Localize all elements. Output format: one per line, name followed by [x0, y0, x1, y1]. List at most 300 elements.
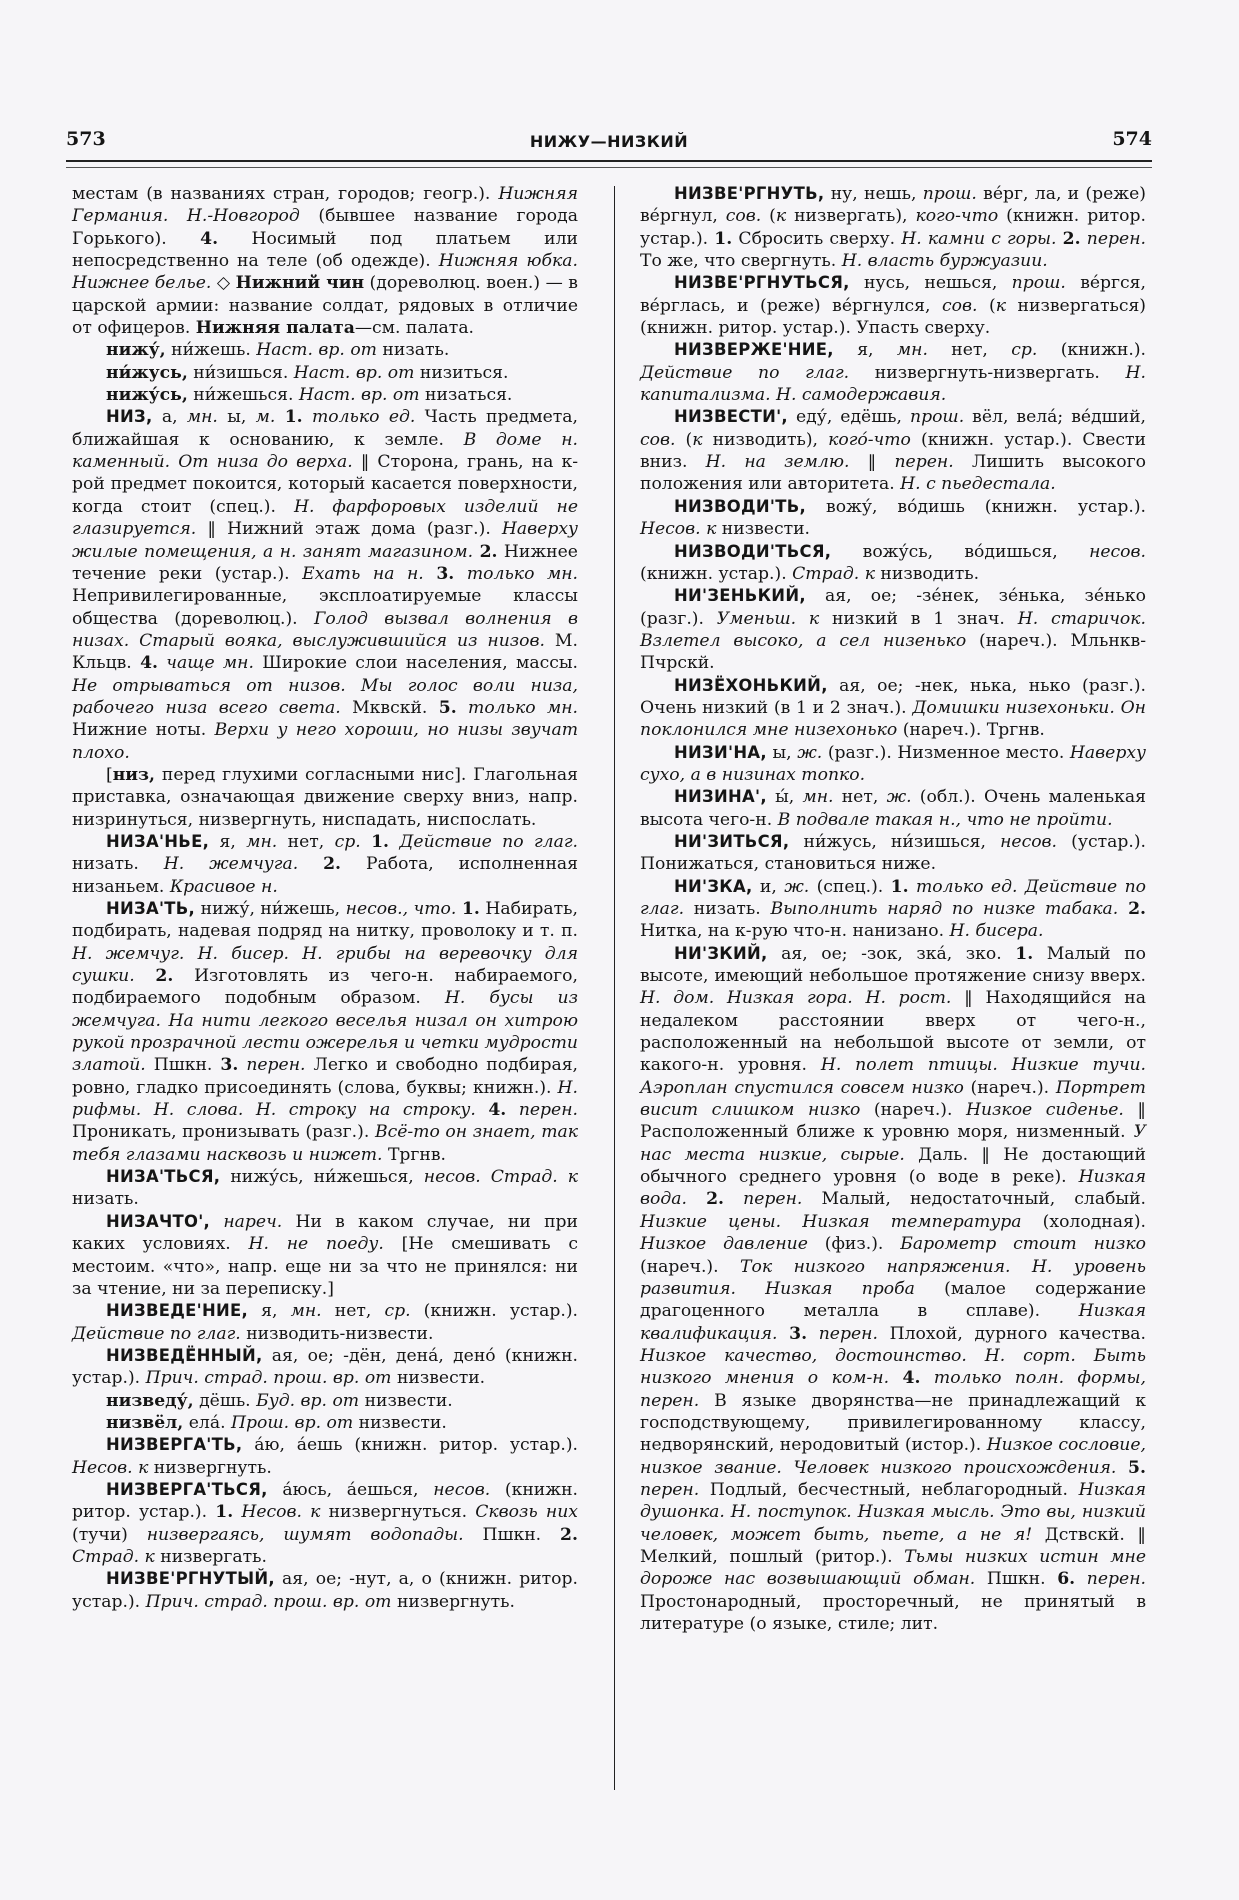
italic-text: к [808, 608, 820, 629]
text: ни́жешься. [187, 385, 299, 406]
italic-text: Наст. вр. от [293, 362, 415, 383]
text: (холодная). [1021, 1211, 1146, 1232]
italic-text: Н. рифмы. Н. слова. Н. строку на строку. [72, 1077, 578, 1121]
italic-text: Страд. [792, 563, 860, 584]
italic-text: Наст. вр. от [298, 385, 420, 406]
dictionary-entry [640, 496, 1146, 541]
italic-text: Низкое качество, достоинство. Н. сорт. Быть низкого мнения о ком-н. [640, 1345, 1146, 1389]
dictionary-entry [72, 406, 578, 764]
text: ая, ое; -нут, а, о (книжн. ритор. устар.). [72, 1569, 578, 1612]
italic-text: только ед. [311, 407, 416, 428]
italic-text: Низкое сословие, низкое звание. Человек низкого происхождения. [640, 1435, 1146, 1478]
dictionary-entry [72, 183, 578, 339]
page-number-right: 574 [1112, 128, 1152, 150]
text: Работа, исполненная низаньем. [72, 854, 579, 897]
text: ы́, [766, 787, 803, 808]
header-rule [66, 160, 1152, 168]
italic-text: несов. [1089, 541, 1146, 562]
text: я, [833, 340, 897, 361]
bold-text: низведу́, [106, 1390, 194, 1411]
headword: НИЗВЕ'РГНУТЬСЯ, [674, 273, 850, 293]
text [687, 1189, 706, 1209]
bold-text: 2. [155, 966, 174, 987]
text: (книжн. ритор. устар.). [72, 1479, 578, 1523]
headword: НИ'ЗКА, [674, 876, 753, 896]
italic-text: Страд. к [72, 1546, 155, 1567]
text: (дореволюц. воен.) — в царской армии: название солдат, рядовых в отличие от офицеров. [72, 273, 578, 339]
text: ве́рг, ла, и (реже) ве́ргнул, [640, 184, 1146, 227]
dictionary-entry [72, 898, 578, 1166]
italic-text: Домишки низехоньки. Он поклонился мне низехонько [640, 697, 1147, 741]
text: (книжн. устар.). [410, 1301, 578, 1322]
headword: НИЗВЕСТИ', [674, 407, 788, 427]
italic-text: Низкая вода. [640, 1167, 1146, 1210]
italic-text: Низкое сиденье. [966, 1100, 1124, 1121]
italic-text: несов. Страд. [423, 1167, 558, 1188]
text: и, [752, 876, 785, 897]
headword: НИ'ЗКИЙ, [674, 943, 768, 963]
italic-text: только мн. [468, 697, 578, 718]
italic-text: Несов. [640, 519, 701, 540]
text: Пшкн. [145, 1055, 221, 1076]
dictionary-entry [72, 1166, 578, 1211]
text: а, [152, 407, 187, 428]
italic-text: Низкие цены. Низкая температура [640, 1211, 1022, 1232]
italic-text: Не отрываться от низов. Мы голос воли низа, рабочего низа всего света. [72, 675, 578, 718]
text: низиться. [414, 362, 509, 383]
bold-text: 1. [215, 1502, 234, 1523]
text [796, 609, 809, 629]
text: ве́ргся, ве́рглась, и (реже) ве́ргнулся, [640, 273, 1146, 316]
italic-text: мн. [290, 1301, 322, 1322]
italic-text: Тьмы низких истин мне дороже нас возвышающий обман. [640, 1546, 1146, 1590]
bold-text: 3. [436, 563, 455, 584]
text: (малое содержание драгоценного металла в сплаве). [640, 1278, 1146, 1322]
italic-text: прош. [910, 407, 965, 428]
italic-text: перен. [518, 1100, 579, 1121]
dictionary-entry [72, 764, 578, 831]
italic-text: Действие по глаг. [399, 831, 579, 852]
text: (нареч.). [860, 1100, 966, 1121]
italic-text: только ед. Действие по глаг. [640, 876, 1146, 919]
italic-text: к [775, 206, 787, 227]
dictionary-entry [640, 183, 1146, 272]
dictionary-entry [72, 362, 578, 384]
italic-text: кого-что [915, 206, 999, 227]
italic-text: сов. [942, 295, 978, 316]
bold-text: 1. [371, 831, 390, 852]
italic-text: Действие по глаг. [640, 362, 850, 383]
italic-text: Низкое давление [640, 1234, 808, 1255]
text: низать. [684, 899, 771, 919]
text: [Не смешивать с местоим. «что», напр. еще ни за что не принялся: ни за чтение, ни за переписку.] [72, 1234, 578, 1299]
text [909, 877, 916, 897]
bold-text: 2. [323, 854, 342, 875]
text: Подлый, бесчестный, неблагородный. [699, 1479, 1079, 1500]
text: а́ю, а́ешь (книжн. ритор. устар.). [242, 1435, 578, 1456]
italic-text: Нижняя Германия. Н.-Новгород [72, 184, 578, 227]
italic-text: Н. жемчуга. [163, 854, 299, 875]
text [135, 966, 156, 986]
italic-text: мн. [246, 831, 278, 852]
text: Плохой, дурного качества. [877, 1323, 1146, 1344]
text: я, [209, 831, 247, 852]
text: Малый, недостаточный, слабый. [802, 1189, 1147, 1210]
text: (бывшее название города Горького). [72, 206, 578, 249]
dictionary-entry [640, 406, 1146, 495]
bold-text: 2. [1062, 228, 1081, 249]
dictionary-entry [640, 876, 1146, 943]
text: ‖ [849, 452, 895, 473]
bold-text: 5. [1128, 1457, 1146, 1478]
bold-text: 1. [1015, 943, 1034, 964]
dictionary-entry [72, 1412, 578, 1434]
text: низводить), [702, 429, 829, 450]
italic-text: Н. дом. Низкая гора. Н. рост. [640, 988, 952, 1009]
italic-text: Низкая квалификация. [640, 1301, 1146, 1344]
text: Нижнее течение реки (устар.). [72, 541, 578, 584]
italic-text: Низкая душонка. Н. поступок. Низкая мысль. Это вы, низкий человек, может быть, пьете, а не я! [640, 1479, 1146, 1545]
dictionary-entry [640, 675, 1146, 742]
italic-text: Прош. вр. от [231, 1412, 354, 1433]
headword: НИЗА'ТЬСЯ, [106, 1167, 221, 1187]
text: (спец.). [809, 876, 891, 897]
italic-text: Верхи у него хороши, но низы звучат плохо. [72, 720, 578, 763]
text: низкий в 1 знач. [819, 608, 1018, 629]
bold-text: 1. [284, 407, 303, 428]
italic-text: У нас места низкие, сырые. [640, 1122, 1146, 1165]
text: (книжн. устар.). Свести вниз. [640, 429, 1147, 473]
headword: НИЗВЕ'РГНУТЫЙ, [106, 1569, 275, 1589]
dictionary-entry [640, 339, 1146, 406]
text: перед глухими согласными нис]. Глагольная приставка, означающая движение сверху вниз, напр. низринуться, низвергнуть, ниспадать, ниспослать. [72, 764, 578, 830]
text: ( [761, 206, 776, 227]
headword: НИЗЁХОНЬКИЙ, [674, 675, 828, 695]
italic-text: Н. с пьедестала. [900, 474, 1056, 495]
bold-text: 4. [200, 228, 219, 249]
text [275, 407, 284, 427]
text [454, 564, 467, 584]
text: низвергнуть-низвергать. [849, 362, 1126, 383]
text [506, 1100, 519, 1120]
headword: НИЗВЕРГА'ТЬ, [106, 1435, 243, 1455]
italic-text: мн. [186, 407, 218, 428]
bold-text: нижу́, [106, 340, 166, 361]
text: (нареч.). Мльнкв-Пчрскй. [640, 630, 1147, 674]
text: низвести. [353, 1412, 447, 1433]
dictionary-entry [640, 786, 1146, 831]
text: Часть предмета, ближайшая к основанию, к земле. [72, 407, 578, 450]
text: вёл, вела́; ве́дший, [964, 407, 1146, 428]
italic-text: несов. [1000, 831, 1058, 852]
italic-text: перен. [246, 1055, 306, 1076]
italic-text: перен. [1086, 228, 1146, 249]
text: ни́жешь. [165, 340, 257, 361]
text: вожу́, во́дишь (книжн. устар.). [806, 496, 1146, 517]
text: низводить. [874, 563, 980, 584]
text: нет, [321, 1301, 385, 1322]
dictionary-entry [640, 541, 1146, 586]
bold-text: 2. [560, 1524, 578, 1545]
dictionary-entry [72, 831, 578, 898]
text [476, 1100, 489, 1120]
italic-text: нареч. [223, 1211, 283, 1232]
text: Дствскй. ‖ Мелкий, пошлый (ритор.). [640, 1524, 1147, 1567]
italic-text: к [567, 1167, 579, 1188]
italic-text: Несов. [72, 1457, 133, 1478]
text: (нареч.). Тргнв. [897, 720, 1045, 741]
text: низать. [72, 1189, 139, 1210]
bold-text: низ, [112, 764, 155, 785]
text: низвести. [391, 1368, 486, 1389]
text: ы, [766, 742, 798, 763]
headword: НИЗВЕРЖЕ'НИЕ, [674, 340, 834, 360]
text: ая, ое; -зе́нек, зе́нька, зе́нько (разг.). [640, 586, 1146, 629]
italic-text: только полн. формы, перен. [640, 1368, 1147, 1411]
text: еду́, едёшь, [787, 407, 911, 428]
headword: НИЗИ'НА, [674, 742, 767, 762]
text [920, 1368, 933, 1388]
italic-text: сов. [640, 429, 676, 450]
text: ‖ Находящийся на недалеком расстоянии вверх от чего-н., расположенный на небольшой высоте от земли, от какого-н. уровня. [640, 988, 1147, 1076]
bold-text: 1. [890, 876, 909, 897]
dictionary-entry [72, 1211, 578, 1300]
headword: НИЗВОДИ'ТЬСЯ, [674, 541, 832, 561]
text: Ни в каком случае, ни при каких условиях. [72, 1211, 578, 1255]
italic-text: кого́-что [828, 429, 911, 450]
italic-text: Несов. к [241, 1502, 321, 1523]
italic-text: Ток низкого напряжения. Н. уровень развития. Низкая проба [640, 1256, 1146, 1299]
text [457, 698, 468, 718]
italic-text: Портрет висит слишком низко [640, 1077, 1146, 1121]
text: Пшкн. [975, 1569, 1058, 1590]
text: Сбросить сверху. [732, 228, 902, 249]
italic-text: Буд. вр. от [256, 1390, 360, 1411]
text: (книжн. устар.). [640, 563, 793, 584]
italic-text: Н. на землю. [705, 452, 850, 473]
bold-text: 2. [479, 541, 498, 562]
italic-text: к [706, 519, 717, 540]
dictionary-entry [640, 742, 1146, 787]
headword: НИ'ЗЕНЬКИЙ, [674, 586, 806, 606]
dictionary-entry [72, 1345, 578, 1390]
italic-text: Прич. страд. прош. вр. от [145, 1591, 392, 1612]
italic-text: Н. жемчуг. Н. бисер. Н. грибы на веревочку для сушки. [72, 943, 578, 987]
dictionary-entry [640, 831, 1146, 876]
text: низвести. [359, 1390, 453, 1411]
text: а́юсь, а́ешься, [267, 1479, 434, 1500]
text: Изготовлять из чего-н. набираемого, подбираемого подобным образом. [72, 966, 578, 1009]
text: Малый по высоте, имеющий небольшое протяжение снизу вверх. [640, 943, 1146, 987]
italic-text: Красивое н. [169, 876, 278, 897]
text [210, 1212, 223, 1232]
text: я, [248, 1301, 291, 1322]
text: Непривилегированные, эксплоатируемые классы общества (дореволюц.). [72, 586, 578, 629]
text: низать. [376, 340, 450, 361]
bold-text: Нижняя палата [195, 318, 355, 339]
italic-text: сов. [725, 206, 762, 227]
text: Широкие слои населения, массы. [253, 653, 579, 674]
italic-text: к [138, 1457, 149, 1478]
italic-text: Н. капитализма. Н. самодержавия. [640, 362, 1146, 406]
bold-text: 2. [1128, 899, 1147, 919]
italic-text: только мн. [466, 563, 579, 584]
bold-text: 1. [461, 899, 480, 919]
italic-text: Уменьш. [716, 608, 797, 629]
italic-text: прош. [922, 184, 977, 204]
italic-text: Нижняя юбка. Нижнее белье. [72, 251, 578, 294]
bold-text: ни́жусь, [106, 362, 188, 383]
italic-text: В доме н. каменный. От низа до верха. [72, 429, 578, 473]
italic-text: мн. [896, 340, 928, 361]
headword: НИЗА'НЬЕ, [106, 831, 210, 851]
text: ы, [217, 407, 256, 428]
italic-text: Н. полет птицы. Низкие тучи. Аэроплан спустился совсем низко [640, 1055, 1146, 1098]
text: ( [675, 429, 693, 450]
italic-text: прош. [1011, 273, 1066, 294]
italic-text: Наст. вр. от [256, 340, 377, 361]
text: Мквскй. [340, 697, 439, 718]
italic-text: Н. фарфоровых изделий не глазируется. [72, 496, 578, 540]
text: низвергаться) (книжн. ритор. устар.). Упасть сверху. [640, 295, 1146, 339]
italic-text: м. [255, 407, 276, 428]
italic-text: мн. [802, 787, 834, 808]
headword: НИЗВЕРГА'ТЬСЯ, [106, 1479, 268, 1499]
italic-text: перен. [1086, 1569, 1146, 1590]
italic-text: перен. [640, 1479, 700, 1500]
dictionary-entry [640, 272, 1146, 339]
bold-text: 1. [714, 228, 733, 249]
text: То же, что свергнуть. [640, 251, 842, 272]
bold-text: 4. [140, 653, 159, 674]
italic-text: Н. не поеду. [248, 1234, 384, 1255]
italic-text: Наверху жилые помещения, а н. занят магазином. [72, 519, 578, 562]
bold-text: 5. [438, 697, 457, 718]
text: ая, ое; -зок, зка́, зко. [767, 943, 1016, 964]
right-column [640, 183, 1146, 1635]
text: (нареч.). [640, 1256, 741, 1277]
text: ну, нешь, [824, 184, 923, 204]
text: ая, ое; -дён, дена́, дено́ (книжн. устар.). [72, 1345, 578, 1389]
text: нижу́, ни́жешь, [195, 899, 346, 919]
italic-text: чаще мн. [166, 653, 254, 674]
bold-text: 4. [902, 1368, 921, 1389]
text: ‖ Расположенный ближе к уровню моря, низменный. [640, 1100, 1146, 1143]
dictionary-entry [72, 1300, 578, 1345]
italic-text: Всё-то он знает, так тебя глазами насквозь и нижет. [72, 1122, 578, 1165]
italic-text: к [692, 429, 703, 450]
text: ‖ Нижний этаж дома (разг.). [196, 519, 502, 540]
italic-text: Ехать на н. [302, 563, 424, 584]
italic-text: Барометр стоит низко [900, 1234, 1146, 1255]
text: нижу́сь, ни́жешься, [220, 1167, 424, 1188]
italic-text: к [864, 563, 875, 584]
bold-text: 3. [789, 1323, 808, 1344]
text: (книжн. ритор. устар.). [640, 206, 1146, 249]
text [777, 1324, 789, 1344]
left-column [72, 183, 578, 1613]
text: ни́зишься. [187, 362, 294, 383]
text: (физ.). [807, 1234, 901, 1255]
text: ела́. [183, 1412, 232, 1433]
text: низать. [72, 854, 164, 875]
italic-text: перен. [743, 1189, 803, 1210]
bold-text: 3. [220, 1055, 239, 1076]
text [298, 854, 323, 874]
text [724, 1189, 743, 1209]
italic-text: Сквозь них [475, 1502, 578, 1523]
dictionary-entry [72, 1568, 578, 1613]
text: низводить-низвести. [240, 1323, 434, 1344]
text: Набирать, подбирать, надевая подряд на нитку, проволоку и т. п. [72, 899, 578, 942]
text: Носимый под платьем или непосредственно на теле (об одежде). [72, 228, 578, 272]
running-head: НИЖУ—НИЗКИЙ [529, 132, 689, 151]
text: —см. палата. [354, 318, 475, 339]
bold-text: 4. [488, 1100, 507, 1121]
italic-text: ж. [886, 787, 912, 808]
italic-text: Голод вызвал волнения в низах. Старый вояка, выслужившийся из низов. [72, 608, 579, 651]
italic-text: низвергаясь, шумят водопады. [146, 1524, 464, 1545]
headword: НИЗВОДИ'ТЬ, [674, 496, 807, 516]
italic-text: к [995, 295, 1006, 316]
headword: НИЗИНА', [674, 787, 767, 807]
italic-text: несов., что. [345, 899, 457, 919]
italic-text: Н. камни с горы. [901, 228, 1057, 249]
text: Пшкн. [463, 1524, 561, 1545]
text: вожу́сь, во́дишься, [831, 541, 1090, 562]
text [1116, 1458, 1128, 1478]
text: Тргнв. [382, 1144, 447, 1165]
dictionary-entry [640, 943, 1146, 1636]
italic-text: перен. [894, 452, 954, 473]
dictionary-entry [72, 1434, 578, 1479]
text: нет, [277, 831, 335, 852]
dictionary-entry [72, 1479, 578, 1568]
italic-text: ж. [797, 742, 823, 763]
page-number-left: 573 [66, 128, 106, 150]
italic-text: Наверху сухо, а в низинах топко. [640, 742, 1146, 785]
text [389, 832, 399, 852]
bold-text: 2. [706, 1189, 725, 1210]
italic-text: несов. [433, 1479, 491, 1500]
headword: НИЗ, [106, 407, 153, 427]
italic-text: Прич. страд. прош. вр. от [145, 1368, 392, 1389]
text: Лишить высокого положения или авторитета. [640, 452, 1146, 495]
headword: НИЗА'ТЬ, [106, 899, 196, 918]
text: ( [977, 295, 996, 316]
bold-text: нижу́сь, [106, 385, 188, 406]
text [361, 832, 371, 852]
text: низвергнуть. [148, 1457, 272, 1478]
text: (тучи) [72, 1524, 147, 1545]
text [1118, 899, 1128, 919]
text: низвергать), [786, 206, 916, 227]
text: Нижние ноты. [72, 720, 215, 741]
text: М. Кльцв. [72, 630, 578, 674]
text: [ [106, 764, 113, 785]
dictionary-entry [72, 1390, 578, 1412]
italic-text: Н. бусы из жемчуга. На нити легкого веселья низал он хитрою рукой прозрачной лести ожерелья и четки мудрости златой. [72, 988, 578, 1076]
text: ни́жусь, ни́зишься, [789, 831, 1001, 852]
italic-text: ж. [784, 876, 810, 897]
text: (разг.). Низменное место. [822, 742, 1070, 763]
bold-text: Нижний чин [235, 273, 365, 294]
text: Даль. ‖ Не достающий обычного среднего уровня (о воде в реке). [640, 1144, 1147, 1188]
italic-text: ср. [384, 1301, 411, 1322]
italic-text: Н. власть буржуазии. [841, 251, 1048, 272]
text: Простонародный, просторечный, не принятый в литературе (о языке, стиле; лит. [640, 1591, 1146, 1634]
text: (книжн.). [1037, 340, 1146, 361]
